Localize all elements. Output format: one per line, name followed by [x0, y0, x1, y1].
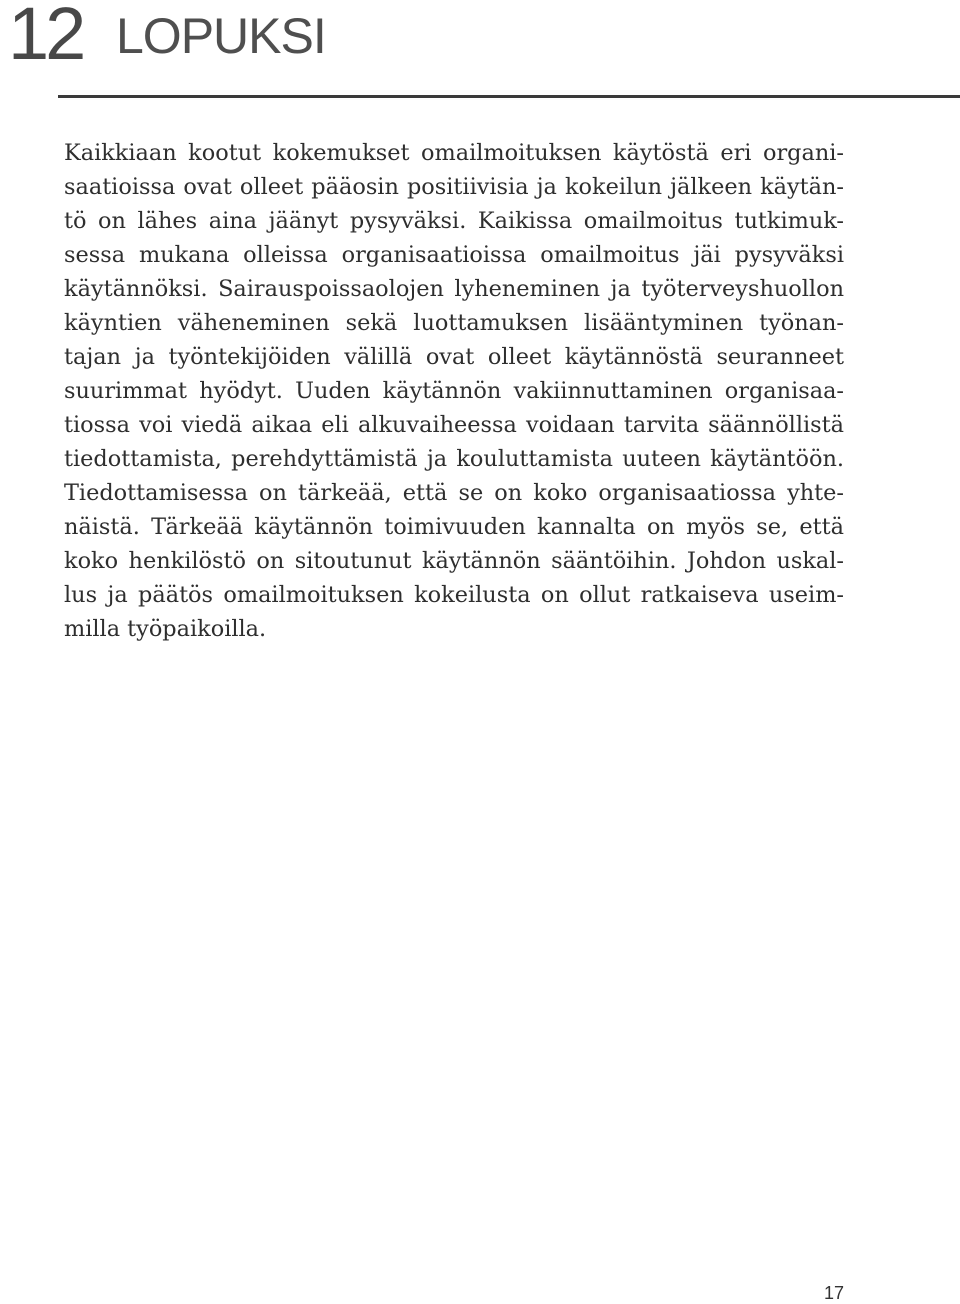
- heading-divider: [58, 95, 960, 98]
- paragraph-line: käyntien väheneminen sekä luottamuksen lisääntyminen työnan-: [64, 310, 844, 336]
- paragraph-line: sessa mukana olleissa organisaatioissa omailmoitus jäi pysyväksi: [64, 242, 844, 268]
- paragraph-line: käytännöksi. Sairauspoissaolojen lyheneminen ja työterveyshuollon: [64, 276, 844, 302]
- paragraph-line: koko henkilöstö on sitoutunut käytännön sääntöihin. Johdon uskal-: [64, 548, 844, 574]
- paragraph-line: tö on lähes aina jäänyt pysyväksi. Kaikissa omailmoitus tutkimuk-: [64, 208, 844, 234]
- chapter-number: 12: [8, 0, 83, 75]
- chapter-title: LOPUKSI: [116, 8, 326, 64]
- paragraph-line: tiedottamista, perehdyttämistä ja kouluttamista uuteen käytäntöön.: [64, 446, 844, 472]
- paragraph-line: tajan ja työntekijöiden välillä ovat olleet käytännöstä seuranneet: [64, 344, 844, 370]
- paragraph-line: milla työpaikoilla.: [64, 616, 267, 642]
- paragraph-line: Kaikkiaan kootut kokemukset omailmoituksen käytöstä eri organi-: [64, 140, 844, 166]
- paragraph-line: Tiedottamisessa on tärkeää, että se on koko organisaatiossa yhte-: [64, 480, 844, 506]
- paragraph-line: lus ja päätös omailmoituksen kokeilusta on ollut ratkaiseva useim-: [64, 582, 844, 608]
- paragraph-line: näistä. Tärkeää käytännön toimivuuden kannalta on myös se, että: [64, 514, 844, 540]
- paragraph-line: tiossa voi viedä aikaa eli alkuvaiheessa voidaan tarvita säännöllistä: [64, 412, 844, 438]
- paragraph-line: suurimmat hyödyt. Uuden käytännön vakiinnuttaminen organisaa-: [64, 378, 844, 404]
- paragraph-line: saatioissa ovat olleet pääosin positiivisia ja kokeilun jälkeen käytän-: [64, 174, 844, 200]
- body-paragraph: [64, 136, 844, 646]
- page-number: 17: [823, 1283, 844, 1303]
